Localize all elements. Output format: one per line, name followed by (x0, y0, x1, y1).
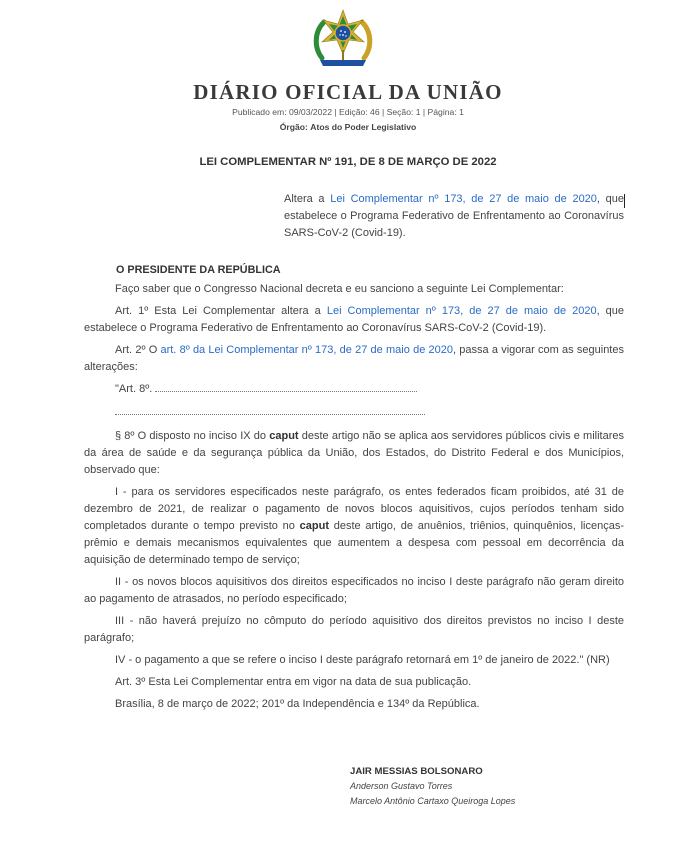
dotted-separator (115, 402, 425, 415)
law-body (84, 281, 624, 718)
paragraph-8-caput: caput (269, 430, 299, 442)
law-summary (284, 191, 624, 242)
article-2-law-link[interactable]: art. 8º da Lei Complementar nº 173, de 27 de maio de 2020 (160, 344, 454, 356)
dotted-line (155, 387, 417, 392)
article-1-suffix: , que estabelece o Programa Federativo de Enfrentamento ao Coronavírus SARS-CoV-2 (Covid-19). (84, 305, 625, 334)
brazil-coat-of-arms-emblem (308, 8, 378, 70)
item-III: III - não haverá prejuízo no cômputo do período aquisitivo dos direitos previstos no inciso I deste parágrafo; (84, 615, 624, 644)
minister-signature-2: Marcelo Antônio Cartaxo Queiroga Lopes (350, 796, 516, 806)
summary-suffix: , que estabelece o Programa Federativo de Enfrentamento ao Coronavírus SARS-CoV-2 (Covid-19). (284, 193, 625, 239)
item-I-text: I - para os servidores especificados neste parágrafo, os entes federados ficam proibidos, até 31 de dezembro de 2021, de realizar o pagamento de novos blocos aquisitivos, cujos períodos tenham sido completados durante o tempo previsto no (84, 486, 624, 532)
article-1 (84, 303, 624, 337)
president-signature: JAIR MESSIAS BOLSONARO (350, 766, 483, 777)
issuing-body-value: Atos do Poder Legislativo (310, 122, 417, 132)
item-I-caput: caput (299, 520, 329, 532)
article-2-suffix: , passa a vigorar com as seguintes alterações: (84, 344, 624, 373)
article-2 (84, 342, 624, 376)
paragraph-8-text: § 8º O disposto no inciso IX do (115, 430, 270, 442)
law-title: LEI COMPLEMENTAR Nº 191, DE 8 DE MARÇO DE 2022 (199, 156, 497, 168)
article-1-law-link[interactable]: Lei Complementar nº 173, de 27 de maio de 2020 (326, 305, 597, 317)
item-I (84, 484, 624, 569)
article-8-quote (84, 381, 624, 398)
item-I-suffix: deste artigo, de anuênios, triênios, quinquênios, licenças-prêmio e demais mecanismos equivalentes que aumentem a despesa com pessoal em decorrência da aquisição de determinado tempo de serviço; (84, 520, 624, 566)
date-line: Brasília, 8 de março de 2022; 201º da Independência e 134º da República. (115, 698, 480, 710)
enactment-paragraph: Faço saber que o Congresso Nacional decreta e eu sanciono a seguinte Lei Complementar: (115, 283, 564, 295)
article-8-label: "Art. 8º. (115, 383, 153, 395)
gazette-title: DIÁRIO OFICIAL DA UNIÃO (193, 80, 503, 104)
item-IV: IV - o pagamento a que se refere o inciso I deste parágrafo retornará em 1º de janeiro de 2022." (NR) (115, 654, 610, 666)
item-II: II - os novos blocos aquisitivos dos direitos especificados no inciso I deste parágrafo não geram direito ao pagamento de atrasados, no período especificado; (84, 576, 624, 605)
article-2-text: Art. 2º O (115, 344, 161, 356)
publication-info: Publicado em: 09/03/2022 | Edição: 46 | Seção: 1 | Página: 1 (232, 107, 464, 117)
summary-prefix: Altera a (284, 193, 331, 205)
text-cursor (624, 194, 625, 208)
paragraph-8 (84, 428, 624, 479)
president-heading: O PRESIDENTE DA REPÚBLICA (116, 264, 281, 276)
article-1-text: Art. 1º Esta Lei Complementar altera a (115, 305, 327, 317)
minister-signature-1: Anderson Gustavo Torres (350, 781, 453, 791)
summary-law-link[interactable]: Lei Complementar nº 173, de 27 de maio de 2020 (330, 193, 597, 205)
issuing-body (0, 122, 696, 132)
issuing-body-label: Órgão: (279, 122, 308, 132)
signatures (350, 764, 515, 809)
paragraph-8-suffix: deste artigo não se aplica aos servidores públicos civis e militares da área de saúde e da segurança pública da União, dos Estados, do Distrito Federal e dos Municípios, observado que: (84, 430, 625, 476)
article-3: Art. 3º Esta Lei Complementar entra em vigor na data de sua publicação. (115, 676, 472, 688)
